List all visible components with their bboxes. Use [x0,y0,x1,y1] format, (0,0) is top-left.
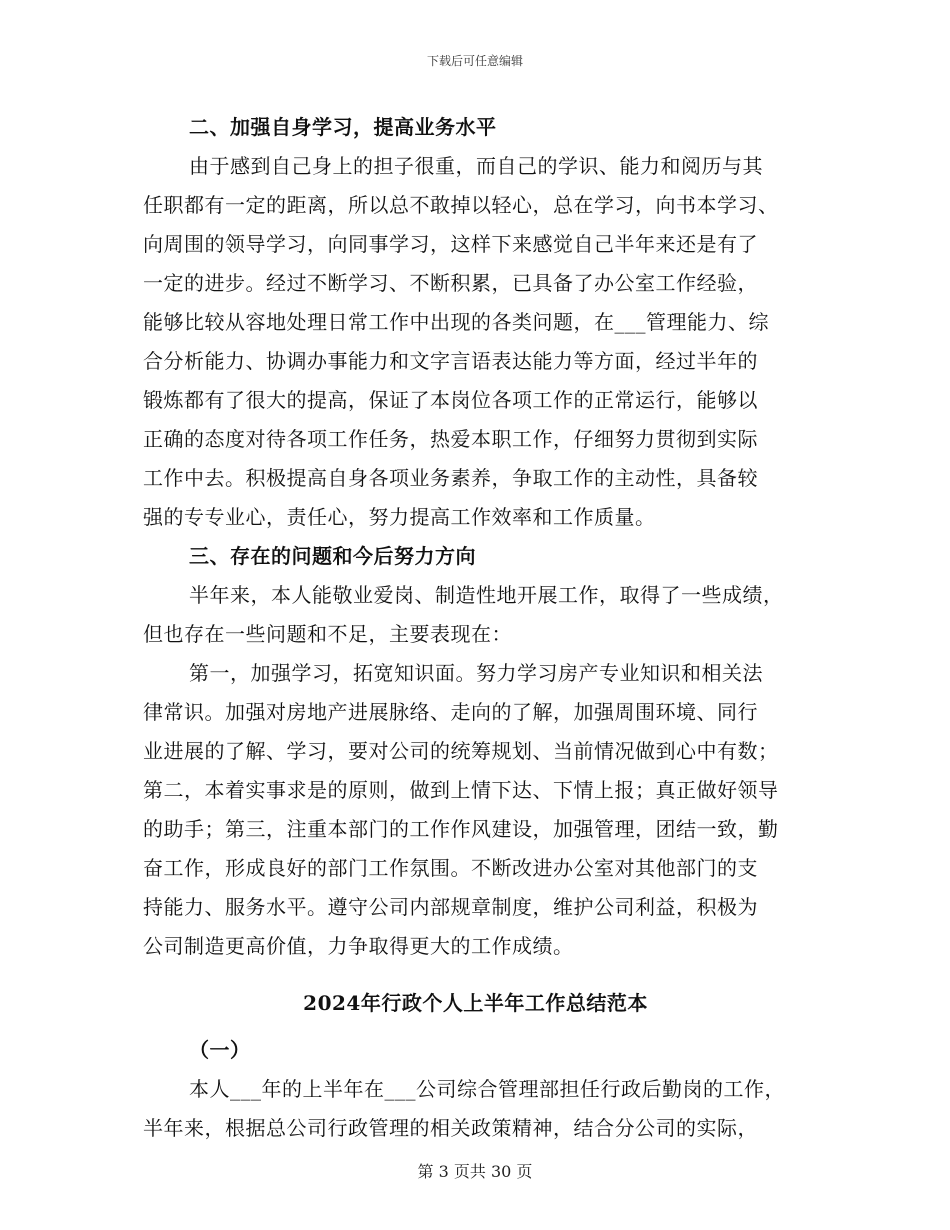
paragraph-line: 向周围的领导学习，向同事学习，这样下来感觉自己半年来还是有了 [143,232,758,256]
paragraph-line: 第一，加强学习，拓宽知识面。努力学习房产专业知识和相关法 [189,661,763,685]
paragraph-line: 一定的进步。经过不断学习、不断积累，已具备了办公室工作经验， [143,271,758,295]
page-header: 下载后可任意编辑 [426,54,523,68]
paragraph-line: 合分析能力、协调办事能力和文字言语表达能力等方面，经过半年的 [143,349,758,373]
paragraph-line: 强的专专业心，责任心，努力提高工作效率和工作质量。 [143,505,656,529]
paragraph-line: 业进展的了解、学习，要对公司的统筹规划、当前情况做到心中有数； [143,739,779,763]
paragraph-line: 工作中去。积极提高自身各项业务素养，争取工作的主动性，具备较 [143,466,758,490]
part-heading: （一） [189,1038,251,1062]
paragraph-line: 半年来，根据总公司行政管理的相关政策精神，结合分公司的实际， [143,1116,758,1140]
paragraph-line: 奋工作，形成良好的部门工作氛围。不断改进办公室对其他部门的支 [143,856,758,880]
paragraph-line: 任职都有一定的距离，所以总不敢掉以轻心，总在学习，向书本学习、 [143,193,779,217]
document-body [143,108,808,1148]
paragraph-line: 锻炼都有了很大的提高，保证了本岗位各项工作的正常运行，能够以 [143,388,758,412]
paragraph-line: 持能力、服务水平。遵守公司内部规章制度，维护公司利益，积极为 [143,895,758,919]
paragraph-line: 但也存在一些问题和不足，主要表现在： [143,622,512,646]
paragraph-line: 正确的态度对待各项工作任务，热爱本职工作，仔细努力贯彻到实际 [143,427,758,451]
paragraph-line: 本人___年的上半年在___公司综合管理部担任行政后勤岗的工作， [189,1077,785,1101]
paragraph-line: 由于感到自己身上的担子很重，而自己的学识、能力和阅历与其 [189,154,763,178]
page-footer: 第 3 页共 30 页 [417,1162,533,1181]
paragraph-line: 能够比较从容地处理日常工作中出现的各类问题，在___管理能力、综 [143,310,769,334]
paragraph-line: 公司制造更高价值，力争取得更大的工作成绩。 [143,934,574,958]
section-heading: 三、存在的问题和今后努力方向 [189,544,476,568]
paragraph-line: 的助手；第三，注重本部门的工作作风建设，加强管理，团结一致，勤 [143,817,779,841]
paragraph-line: 半年来，本人能敬业爱岗、制造性地开展工作，取得了一些成绩， [189,583,784,607]
paragraph-line: 第二，本着实事求是的原则，做到上情下达、下情上报；真正做好领导 [143,778,779,802]
paragraph-line: 律常识。加强对房地产进展脉络、走向的了解，加强周围环境、同行 [143,700,758,724]
section-heading: 二、加强自身学习，提高业务水平 [189,115,497,139]
document-title: 2024年行政个人上半年工作总结范本 [303,991,648,1015]
